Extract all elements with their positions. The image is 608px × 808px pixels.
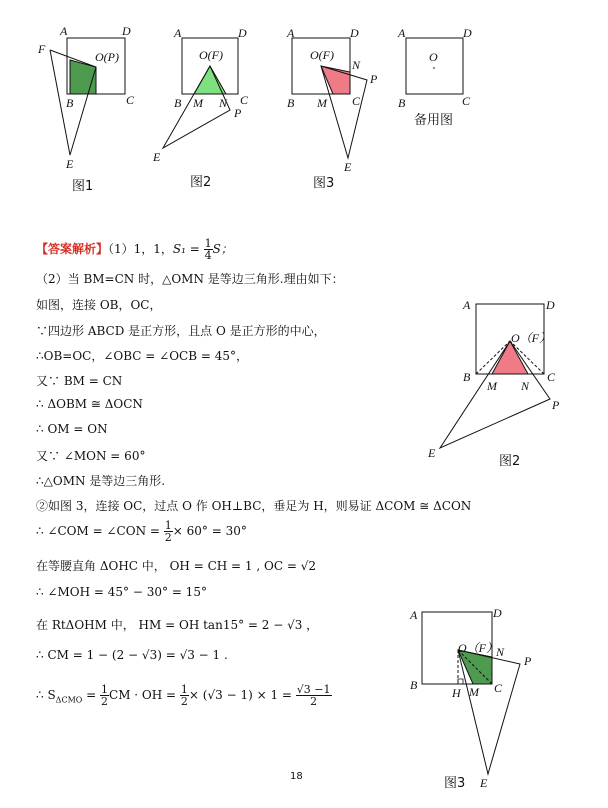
fig2-label-n: N [219,96,228,110]
page-number: 18 [290,771,303,782]
fig2-label-m: M [193,96,203,110]
fig3-label-p: P [370,72,378,86]
fig2-label-a: A [174,26,182,40]
fig2-label-o: O(F) [199,48,223,62]
fig1-caption: 图1 [72,179,94,194]
solution-line-7: ∴ ΔOBM ≅ ΔOCN [36,397,143,411]
solution-line-16: ∴ CM = 1 − (2 − √3) = √3 − 1 . [36,648,228,662]
solution-line-12: ∴ ∠COM = ∠CON = $\frac{1}{2}$ × 60° = 30° [36,519,247,544]
fig2-label-e: E [153,150,161,164]
side3-label-h: H [452,686,461,700]
side2-label-b: B [463,370,471,384]
solution-line-13: 在等腰直角 ΔOHC 中， OH = CH = 1 , OC = √2 [36,559,316,573]
solution-line-9: 又∵ ∠MON = 60° [36,449,146,463]
side2-label-p: P [552,398,560,412]
fig1-label-a: A [60,24,68,38]
answer-tag: 【答案解析】 [36,242,109,256]
side3-label-p: P [524,654,532,668]
fig1-label-e: E [66,157,74,171]
fig3-label-o: O(F) [310,48,334,62]
side3-label-n: N [496,645,505,659]
fig2-label-c: C [240,93,249,107]
side3-label-m: M [469,685,479,699]
side-figure-2 [440,304,550,448]
side-figures [400,290,600,790]
side3-label-c: C [494,681,503,695]
fig3-label-e: E [344,160,352,174]
fig3-label-n: N [352,58,361,72]
fig3-label-m: M [317,96,327,110]
side3-label-o: O（F） [458,641,498,655]
side2-label-o: O（F） [511,331,551,345]
side3-label-d: D [493,606,502,620]
fig3-label-b: B [287,96,295,110]
solution-line-14: ∴ ∠MOH = 45° − 30° = 15° [36,585,207,599]
side3-label-a: A [410,608,418,622]
fig4-label-o: O [429,50,438,64]
solution-line-8: ∴ OM = ON [36,422,108,436]
solution-line-1: 【答案解析】（1）1，1，S₁ = $\frac{1}{4}$ S； [36,237,233,262]
fig2-label-d: D [238,26,247,40]
figure-spare [406,38,463,94]
side3-label-b: B [410,678,418,692]
solution-line-3: 如图，连接 OB，OC， [36,298,162,312]
fig1-label-b: B [66,96,74,110]
solution-line-10: ∴△OMN 是等边三角形. [36,474,166,488]
side2-label-a: A [463,298,471,312]
side3-caption: 图3 [444,776,466,791]
fig1-label-o: O(P) [95,50,119,64]
side2-label-n: N [521,379,530,393]
solution-line-6: 又∵ BM = CN [36,374,123,388]
solution-line-4: ∵四边形 ABCD 是正方形，且点 O 是正方形的中心， [36,324,326,338]
fig3-label-d: D [350,26,359,40]
fig2-label-b: B [174,96,182,110]
side2-label-d: D [546,298,555,312]
side2-label-m: M [487,379,497,393]
fig3-label-c: C [352,94,361,108]
fig4-label-a: A [398,26,406,40]
fig4-label-b: B [398,96,406,110]
fig2-caption: 图2 [190,175,212,190]
fig4-label-c: C [462,94,471,108]
fig1-label-f: F [38,42,46,56]
fig2-label-p: P [234,106,242,120]
solution-line-15: 在 RtΔOHM 中， HM = OH tan15° = 2 − √3 ， [36,618,319,632]
solution-line-11: ②如图 3，连接 OC，过点 O 作 OH⊥BC，垂足为 H，则易证 ΔCOM ≅ ΔCON [36,499,472,513]
solution-line-5: ∴OB=OC，∠OBC = ∠OCB = 45°， [36,349,249,363]
fig1-label-c: C [126,93,135,107]
fig3-label-a: A [287,26,295,40]
solution-line-17: ∴ $S_{\Delta CMO}$ = $\frac{1}{2}$ CM · OH = $\frac{1}{2}$ × (√3 − 1) × 1 = $\frac{√3 -1}{2}$ [36,683,331,708]
side2-label-c: C [547,370,556,384]
side2-label-e: E [428,446,436,460]
fig4-label-d: D [463,26,472,40]
side3-label-e: E [480,776,488,790]
fig4-caption: 备用图 [414,113,454,128]
fig3-caption: 图3 [313,176,335,191]
side2-caption: 图2 [499,454,521,469]
solution-line-2: （2）当 BM=CN 时，△OMN 是等边三角形.理由如下： [36,272,344,286]
top-figures [0,0,608,200]
fig1-label-d: D [122,24,131,38]
